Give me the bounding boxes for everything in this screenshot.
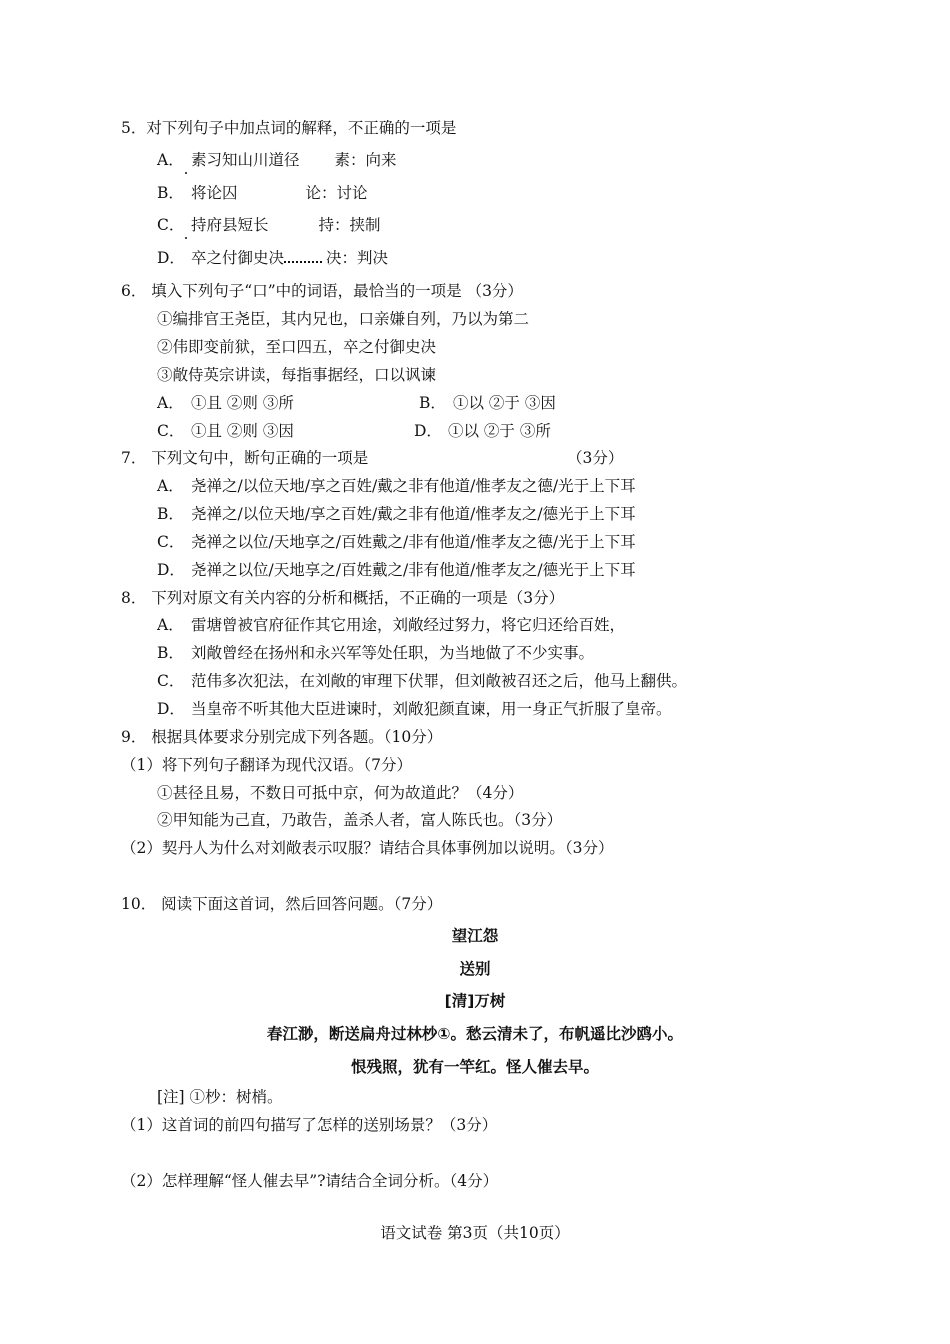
- option-text: 雷塘曾被官府征作其它用途，刘敞经过努力，将它归还给百姓，: [191, 616, 626, 634]
- q7-option-b: [157, 503, 636, 525]
- option-sentence: 将论囚: [191, 184, 238, 202]
- emphasis-dot: [185, 237, 187, 239]
- q8-option-d: [157, 698, 672, 720]
- option-label: C．: [157, 216, 185, 234]
- option-text: 范伟多次犯法，在刘敞的审理下伏罪，但刘敞被召还之后，他马上翻供。: [191, 672, 688, 690]
- q6-stem: 6． 填入下列句子“口”中的词语，最恰当的一项是 （3分）: [121, 282, 523, 300]
- q8-option-c: [157, 670, 687, 692]
- q7-stem: 7． 下列文句中，断句正确的一项是: [121, 449, 369, 467]
- option-text: ①以 ②于 ③所: [448, 422, 551, 440]
- q10-sub1: （1）这首词的前四句描写了怎样的送别场景？（3分）: [121, 1116, 498, 1134]
- option-text: 尧禅之以位/天地享之/百姓戴之/非有他道/惟孝友之德/光于上下耳: [191, 533, 636, 551]
- q10-stem: 10． 阅读下面这首词，然后回答问题。（7分）: [121, 895, 443, 913]
- page-footer: 语文试卷 第3页（共10页）: [380, 1224, 570, 1242]
- poem-line-1: 春江渺，断送扁舟过林杪①。愁云清未了，布帆遥比沙鸥小。: [266, 1025, 684, 1043]
- option-gloss: 决：判决: [326, 249, 389, 267]
- option-text: 尧禅之/以位天地/享之百姓/戴之非有他道/惟孝友之/德光于上下耳: [191, 505, 636, 523]
- q8-stem: 8． 下列对原文有关内容的分析和概括，不正确的一项是（3分）: [121, 589, 565, 607]
- q5-option-b: [157, 182, 368, 204]
- option-text: 尧禅之/以位天地/享之百姓/戴之非有他道/惟孝友之德/光于上下耳: [191, 477, 636, 495]
- q6-option-d: [414, 420, 551, 442]
- q6-sentence-2: ②伟即变前狱，至口四五，卒之付御史决: [157, 338, 437, 356]
- option-sentence: 持府县短长: [191, 216, 269, 234]
- q9-sentence-1: ①甚径且易，不数日可抵中京，何为故道此？（4分）: [157, 784, 524, 802]
- option-text: 当皇帝不听其他大臣进谏时，刘敞犯颜直谏，用一身正气折服了皇帝。: [191, 700, 672, 718]
- option-label: B．: [157, 184, 184, 202]
- option-gloss: 素：向来: [334, 151, 397, 169]
- option-text: ①且 ②则 ③所: [191, 394, 294, 412]
- option-label: D．: [157, 561, 185, 579]
- q5-option-a: [157, 149, 397, 171]
- option-label: A．: [157, 477, 184, 495]
- q8-option-a: [157, 614, 625, 636]
- q6-option-c: [157, 420, 294, 442]
- q9-sentence-2: ②甲知能为己直，乃敢告，盖杀人者，富人陈氏也。（3分）: [157, 811, 563, 829]
- option-label: B．: [419, 394, 446, 412]
- option-label: B．: [157, 644, 184, 662]
- poem-subtitle: 送别: [459, 960, 491, 978]
- q9-stem: 9． 根据具体要求分别完成下列各题。（10分）: [121, 728, 443, 746]
- option-text: ①且 ②则 ③因: [191, 422, 294, 440]
- q7-option-a: [157, 475, 636, 497]
- option-label: A．: [157, 151, 184, 169]
- poem-note: [注] ①杪：树梢。: [157, 1088, 283, 1106]
- option-label: D．: [414, 422, 442, 440]
- option-sentence: 卒之付御史决: [191, 249, 285, 267]
- option-text: 刘敞曾经在扬州和永兴军等处任职，为当地做了不少实事。: [191, 644, 595, 662]
- option-label: D．: [157, 700, 185, 718]
- option-label: C．: [157, 533, 185, 551]
- q7-option-c: [157, 531, 636, 553]
- q9-sub2: （2）契丹人为什么对刘敞表示叹服？请结合具体事例加以说明。（3分）: [121, 839, 614, 857]
- q7-score: （3分）: [567, 449, 624, 467]
- q7-option-d: [157, 559, 636, 581]
- option-gloss: 持：挟制: [318, 216, 381, 234]
- option-label: C．: [157, 422, 185, 440]
- option-label: C．: [157, 672, 185, 690]
- poem-title: 望江怨: [451, 927, 499, 945]
- q6-option-a: [157, 392, 294, 414]
- q6-sentence-3: ③敞侍英宗讲读，每指事据经，口以讽谏: [157, 366, 437, 384]
- option-gloss: 论：讨论: [305, 184, 368, 202]
- q10-sub2: （2）怎样理解“怪人催去早”?请结合全词分析。（4分）: [121, 1172, 499, 1190]
- emphasis-dot: [185, 172, 187, 174]
- q5-option-d: [157, 247, 388, 269]
- option-label: D．: [157, 249, 185, 267]
- q8-option-b: [157, 642, 594, 664]
- poem-author: [清]万树: [444, 992, 506, 1010]
- option-sentence: 素习知山川道径: [191, 151, 300, 169]
- q5-option-c: [157, 214, 381, 236]
- option-text: 尧禅之以位/天地享之/百姓戴之/非有他道/惟孝友之/德光于上下耳: [191, 561, 636, 579]
- option-label: A．: [157, 616, 184, 634]
- q6-option-b: [419, 392, 556, 414]
- q6-sentence-1: ①编排官王尧臣，其内兄也，口亲嫌自列，乃以为第二: [157, 310, 530, 328]
- option-text: ①以 ②于 ③因: [453, 394, 556, 412]
- option-label: A．: [157, 394, 184, 412]
- poem-line-2: 恨残照，犹有一竿红。怪人催去早。: [350, 1058, 599, 1076]
- q5-stem: 5．对下列句子中加点词的解释，不正确的一项是: [121, 119, 457, 137]
- q9-sub1: （1）将下列句子翻译为现代汉语。（7分）: [121, 756, 412, 774]
- option-label: B．: [157, 505, 184, 523]
